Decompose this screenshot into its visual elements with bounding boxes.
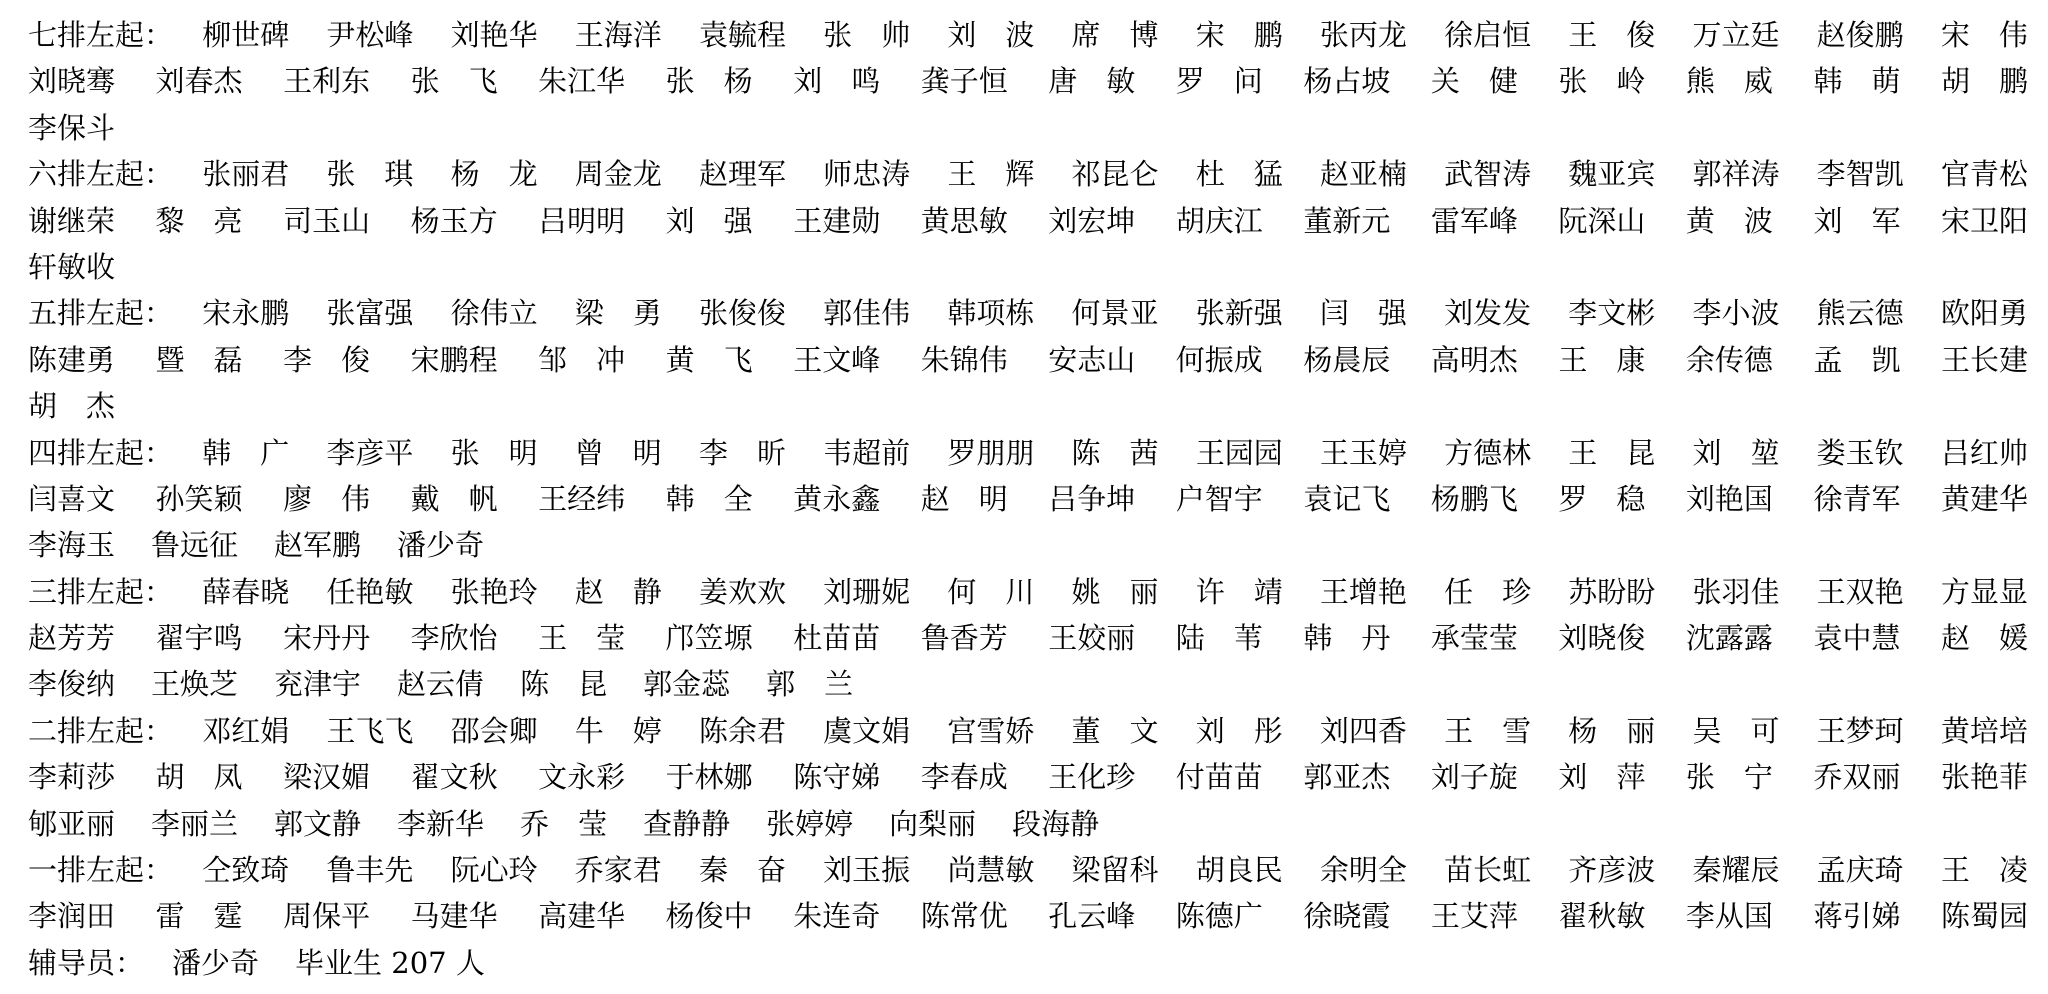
person-name: 孟庆琦 (1816, 853, 1904, 888)
person-name: 王利东 (283, 64, 371, 99)
person-name: 董新元 (1303, 203, 1391, 238)
person-name: 鲁香芳 (920, 621, 1008, 656)
person-name: 赵亚楠 (1319, 157, 1407, 192)
person-name: 徐启恒 (1444, 18, 1532, 52)
person-name: 胡 鹏 (1940, 64, 2028, 99)
person-name: 赵 媛 (1940, 621, 2028, 656)
person-name: 熊云德 (1816, 296, 1904, 331)
person-name: 邝笠塬 (665, 621, 753, 656)
person-name: 梁留科 (1071, 853, 1159, 888)
person-name: 王 辉 (947, 157, 1035, 192)
person-name: 王焕芝 (151, 667, 239, 702)
person-name: 黄 波 (1685, 203, 1773, 238)
person-name: 方德林 (1444, 435, 1532, 470)
person-name: 轩敏收 (28, 249, 116, 284)
person-name: 黎 亮 (155, 203, 243, 238)
person-name: 李丽兰 (151, 806, 239, 841)
person-name: 许 靖 (1195, 574, 1283, 609)
person-name: 司玉山 (283, 203, 371, 238)
person-name: 郭 兰 (766, 667, 854, 702)
person-name: 邹 冲 (538, 342, 626, 377)
person-name: 张 明 (450, 435, 538, 470)
person-name: 赵理军 (698, 157, 786, 192)
person-name: 毕业生 207 人 (295, 945, 485, 980)
person-name: 郭祥涛 (1692, 157, 1780, 192)
person-name: 王双艳 (1816, 574, 1904, 609)
person-name: 雷 霆 (155, 899, 243, 934)
person-name: 梁汉媚 (283, 760, 371, 795)
person-name: 王海洋 (574, 18, 662, 52)
text-line (28, 522, 2028, 568)
person-name: 王姣丽 (1048, 621, 1136, 656)
person-name: 宋鹏程 (410, 342, 498, 377)
person-name: 唐 敏 (1048, 64, 1136, 99)
text-line (28, 430, 2028, 476)
person-name: 张富强 (326, 296, 414, 331)
person-name: 李俊纳 (28, 667, 116, 702)
person-name: 朱锦伟 (920, 342, 1008, 377)
person-name: 刘 鸣 (793, 64, 881, 99)
person-name: 朱江华 (538, 64, 626, 99)
text-line (28, 383, 2028, 429)
person-name: 阮深山 (1558, 203, 1646, 238)
text-line (28, 661, 2028, 707)
person-name: 刘宏坤 (1048, 203, 1136, 238)
person-name: 杨占坡 (1303, 64, 1391, 99)
person-name: 张羽佳 (1692, 574, 1780, 609)
person-name: 苏盼盼 (1568, 574, 1656, 609)
person-name: 袁中慧 (1813, 621, 1901, 656)
person-name: 柳世碑 (202, 18, 290, 52)
text-line (28, 615, 2028, 661)
person-name: 刘珊妮 (823, 574, 911, 609)
person-name: 高建华 (538, 899, 626, 934)
person-name: 齐彦波 (1568, 853, 1656, 888)
person-name: 郇亚丽 (28, 806, 116, 841)
person-name: 胡庆江 (1175, 203, 1263, 238)
person-name: 黄 飞 (665, 342, 753, 377)
person-name: 李保斗 (28, 110, 116, 145)
text-line (28, 244, 2028, 290)
person-name: 安志山 (1048, 342, 1136, 377)
person-name: 李润田 (28, 899, 116, 934)
person-name: 王增艳 (1319, 574, 1407, 609)
person-name: 杜 猛 (1195, 157, 1283, 192)
person-name: 刘玉振 (823, 853, 911, 888)
person-name: 鲁远征 (151, 528, 239, 563)
person-name: 王飞飞 (326, 713, 414, 748)
person-name: 郭金蕊 (643, 667, 731, 702)
person-name: 鲁丰先 (326, 853, 414, 888)
person-name: 万立廷 (1692, 18, 1780, 52)
person-name: 谢继荣 (28, 203, 116, 238)
person-name: 张婷婷 (766, 806, 854, 841)
person-name: 陈 昆 (520, 667, 608, 702)
person-name: 虞文娟 (823, 713, 911, 748)
person-name: 娄玉钦 (1816, 435, 1904, 470)
person-name: 高明杰 (1430, 342, 1518, 377)
person-name: 陈德广 (1175, 899, 1263, 934)
person-name: 蒋引娣 (1813, 899, 1901, 934)
row-label: 六排左起： (28, 157, 174, 192)
person-name: 刘 萍 (1558, 760, 1646, 795)
person-name: 王化珍 (1048, 760, 1136, 795)
person-name: 段海静 (1012, 806, 1100, 841)
person-name: 韩 广 (202, 435, 290, 470)
person-name: 祁昆仑 (1071, 157, 1159, 192)
text-line (28, 893, 2028, 939)
person-name: 张 杨 (665, 64, 753, 99)
person-name: 陈 茜 (1071, 435, 1159, 470)
person-name: 官青松 (1940, 157, 2028, 192)
person-name: 苗长虹 (1444, 853, 1532, 888)
person-name: 刘子旋 (1430, 760, 1518, 795)
row-label: 三排左起： (28, 574, 174, 609)
person-name: 翟秋敏 (1558, 899, 1646, 934)
person-name: 李莉莎 (28, 760, 116, 795)
person-name: 牛 婷 (574, 713, 662, 748)
person-name: 闫喜文 (28, 481, 116, 516)
person-name: 余明全 (1319, 853, 1407, 888)
person-name: 武智涛 (1444, 157, 1532, 192)
person-name: 廖 伟 (283, 481, 371, 516)
person-name: 杨晨辰 (1303, 342, 1391, 377)
text-line (28, 754, 2028, 800)
person-name: 罗朋朋 (947, 435, 1035, 470)
text-line (28, 151, 2028, 197)
person-name: 邵会卿 (450, 713, 538, 748)
person-name: 李小波 (1692, 296, 1780, 331)
person-name: 王 俊 (1568, 18, 1656, 52)
person-name: 董 文 (1071, 713, 1159, 748)
person-name: 吕明明 (538, 203, 626, 238)
person-name: 姚 丽 (1071, 574, 1159, 609)
text-line (28, 847, 2028, 893)
person-name: 薛春晓 (202, 574, 290, 609)
person-name: 郭亚杰 (1303, 760, 1391, 795)
person-name: 吕红帅 (1940, 435, 2028, 470)
person-name: 郭文静 (274, 806, 362, 841)
person-name: 袁毓程 (698, 18, 786, 52)
person-name: 李海玉 (28, 528, 116, 563)
person-name: 宋 鹏 (1195, 18, 1283, 52)
person-name: 潘少奇 (172, 945, 260, 980)
person-name: 罗 问 (1175, 64, 1263, 99)
person-name: 欧阳勇 (1940, 296, 2028, 331)
person-name: 陈蜀园 (1940, 899, 2028, 934)
person-name: 刘 彤 (1195, 713, 1283, 748)
person-name: 宋永鹏 (202, 296, 290, 331)
row-label: 五排左起： (28, 296, 174, 331)
person-name: 张 岭 (1558, 64, 1646, 99)
person-name: 黄思敏 (920, 203, 1008, 238)
text-line (28, 58, 2028, 104)
person-name: 韩 丹 (1303, 621, 1391, 656)
text-line (28, 337, 2028, 383)
person-name: 王玉婷 (1319, 435, 1407, 470)
person-name: 何振成 (1175, 342, 1263, 377)
person-name: 陈常优 (920, 899, 1008, 934)
person-name: 王 雪 (1444, 713, 1532, 748)
person-name: 陈余君 (698, 713, 786, 748)
person-name: 师忠涛 (823, 157, 911, 192)
person-name: 杨俊中 (665, 899, 753, 934)
person-name: 宋 伟 (1940, 18, 2028, 52)
person-name: 席 博 (1071, 18, 1159, 52)
person-name: 王 凌 (1940, 853, 2028, 888)
person-name: 龚子恒 (920, 64, 1008, 99)
row-label: 辅导员： (28, 945, 145, 980)
person-name: 邓红娟 (202, 713, 290, 748)
person-name: 张艳菲 (1940, 760, 2028, 795)
row-label: 二排左起： (28, 713, 174, 748)
person-name: 刘晓骞 (28, 64, 116, 99)
person-name: 胡 杰 (28, 389, 116, 424)
text-line (28, 940, 2028, 986)
person-name: 闫 强 (1319, 296, 1407, 331)
person-name: 刘 波 (947, 18, 1035, 52)
text-line (28, 708, 2028, 754)
person-name: 沈露露 (1685, 621, 1773, 656)
person-name: 赵军鹏 (274, 528, 362, 563)
person-name: 承莹莹 (1430, 621, 1518, 656)
person-name: 曾 明 (574, 435, 662, 470)
person-name: 任艳敏 (326, 574, 414, 609)
person-name: 任 珍 (1444, 574, 1532, 609)
text-line (28, 476, 2028, 522)
person-name: 赵芳芳 (28, 621, 116, 656)
person-name: 赵 静 (574, 574, 662, 609)
person-name: 雷军峰 (1430, 203, 1518, 238)
person-name: 方显显 (1940, 574, 2028, 609)
person-name: 黄培培 (1940, 713, 2028, 748)
person-name: 李春成 (920, 760, 1008, 795)
person-name: 刘四香 (1319, 713, 1407, 748)
person-name: 乔家君 (574, 853, 662, 888)
person-name: 秦 奋 (698, 853, 786, 888)
person-name: 秦耀辰 (1692, 853, 1780, 888)
text-line (28, 801, 2028, 847)
person-name: 何景亚 (1071, 296, 1159, 331)
person-name: 宋卫阳 (1940, 203, 2028, 238)
person-name: 郭佳伟 (823, 296, 911, 331)
person-name: 徐伟立 (450, 296, 538, 331)
person-name: 关 健 (1430, 64, 1518, 99)
person-name: 孙笑颖 (155, 481, 243, 516)
person-name: 王建勋 (793, 203, 881, 238)
person-name: 魏亚宾 (1568, 157, 1656, 192)
person-name: 王文峰 (793, 342, 881, 377)
person-name: 姜欢欢 (698, 574, 786, 609)
person-name: 韦超前 (823, 435, 911, 470)
person-name: 李文彬 (1568, 296, 1656, 331)
person-name: 杨 丽 (1568, 713, 1656, 748)
person-name: 张 琪 (326, 157, 414, 192)
person-name: 李彦平 (326, 435, 414, 470)
person-name: 张新强 (1195, 296, 1283, 331)
person-name: 徐青军 (1813, 481, 1901, 516)
person-name: 刘 军 (1813, 203, 1901, 238)
text-line (28, 290, 2028, 336)
person-name: 陈建勇 (28, 342, 116, 377)
person-name: 刘发发 (1444, 296, 1532, 331)
person-name: 孔云峰 (1048, 899, 1136, 934)
person-name: 韩项栋 (947, 296, 1035, 331)
person-name: 孟 凯 (1813, 342, 1901, 377)
person-name: 余传德 (1685, 342, 1773, 377)
person-name: 王艾萍 (1430, 899, 1518, 934)
person-name: 胡良民 (1195, 853, 1283, 888)
person-name: 刘 强 (665, 203, 753, 238)
person-name: 吴 可 (1692, 713, 1780, 748)
person-name: 向梨丽 (889, 806, 977, 841)
person-name: 乔双丽 (1813, 760, 1901, 795)
person-name: 熊 威 (1685, 64, 1773, 99)
person-name: 张 飞 (410, 64, 498, 99)
person-name: 张 帅 (823, 18, 911, 52)
person-name: 宋丹丹 (283, 621, 371, 656)
person-name: 杜苗苗 (793, 621, 881, 656)
person-name: 翟宇鸣 (155, 621, 243, 656)
person-name: 王 莹 (538, 621, 626, 656)
person-name: 何 川 (947, 574, 1035, 609)
person-name: 张丙龙 (1319, 18, 1407, 52)
person-name: 仝致琦 (202, 853, 290, 888)
person-name: 胡 凤 (155, 760, 243, 795)
person-name: 王园园 (1195, 435, 1283, 470)
person-name: 王 昆 (1568, 435, 1656, 470)
person-name: 乔 莹 (520, 806, 608, 841)
person-name: 周保平 (283, 899, 371, 934)
person-name: 陆 苇 (1175, 621, 1263, 656)
person-name: 王长建 (1940, 342, 2028, 377)
person-name: 户智宇 (1175, 481, 1263, 516)
person-name: 杨 龙 (450, 157, 538, 192)
person-name: 文永彩 (538, 760, 626, 795)
person-name: 王 康 (1558, 342, 1646, 377)
person-name: 刘 堃 (1692, 435, 1780, 470)
person-name: 韩 萌 (1813, 64, 1901, 99)
person-name: 罗 稳 (1558, 481, 1646, 516)
person-name: 戴 帆 (410, 481, 498, 516)
row-label: 七排左起： (28, 18, 174, 52)
person-name: 赵云倩 (397, 667, 485, 702)
text-line (28, 569, 2028, 615)
person-name: 朱连奇 (793, 899, 881, 934)
person-name: 黄永鑫 (793, 481, 881, 516)
person-name: 李 俊 (283, 342, 371, 377)
row-label: 四排左起： (28, 435, 174, 470)
person-name: 梁 勇 (574, 296, 662, 331)
person-name: 赵 明 (920, 481, 1008, 516)
person-name: 张俊俊 (698, 296, 786, 331)
person-name: 宫雪娇 (947, 713, 1035, 748)
person-name: 杨玉方 (410, 203, 498, 238)
person-name: 王经纬 (538, 481, 626, 516)
person-name: 刘春杰 (155, 64, 243, 99)
person-name: 王梦珂 (1816, 713, 1904, 748)
text-line (28, 105, 2028, 151)
person-name: 张丽君 (202, 157, 290, 192)
person-name: 韩 全 (665, 481, 753, 516)
person-name: 袁记飞 (1303, 481, 1391, 516)
person-name: 李 昕 (698, 435, 786, 470)
person-name: 马建华 (410, 899, 498, 934)
row-label: 一排左起： (28, 853, 174, 888)
person-name: 赵俊鹏 (1816, 18, 1904, 52)
person-name: 李欣怡 (410, 621, 498, 656)
person-name: 吕争坤 (1048, 481, 1136, 516)
person-name: 刘艳国 (1685, 481, 1773, 516)
person-name: 尹松峰 (326, 18, 414, 52)
person-name: 查静静 (643, 806, 731, 841)
text-line (28, 198, 2028, 244)
person-name: 李新华 (397, 806, 485, 841)
person-name: 阮心玲 (450, 853, 538, 888)
person-name: 杨鹏飞 (1430, 481, 1518, 516)
text-line (28, 12, 2028, 58)
person-name: 兖津宇 (274, 667, 362, 702)
person-name: 张艳玲 (450, 574, 538, 609)
person-name: 周金龙 (574, 157, 662, 192)
person-name: 张 宁 (1685, 760, 1773, 795)
person-name: 李智凯 (1816, 157, 1904, 192)
person-name: 翟文秋 (410, 760, 498, 795)
person-name: 付苗苗 (1175, 760, 1263, 795)
person-name: 陈守娣 (793, 760, 881, 795)
person-name: 暨 磊 (155, 342, 243, 377)
person-name: 李从国 (1685, 899, 1773, 934)
person-name: 于林娜 (665, 760, 753, 795)
person-name: 尚慧敏 (947, 853, 1035, 888)
person-name: 潘少奇 (397, 528, 485, 563)
person-name: 徐晓霞 (1303, 899, 1391, 934)
person-name: 黄建华 (1940, 481, 2028, 516)
person-name: 刘艳华 (450, 18, 538, 52)
person-name: 刘晓俊 (1558, 621, 1646, 656)
